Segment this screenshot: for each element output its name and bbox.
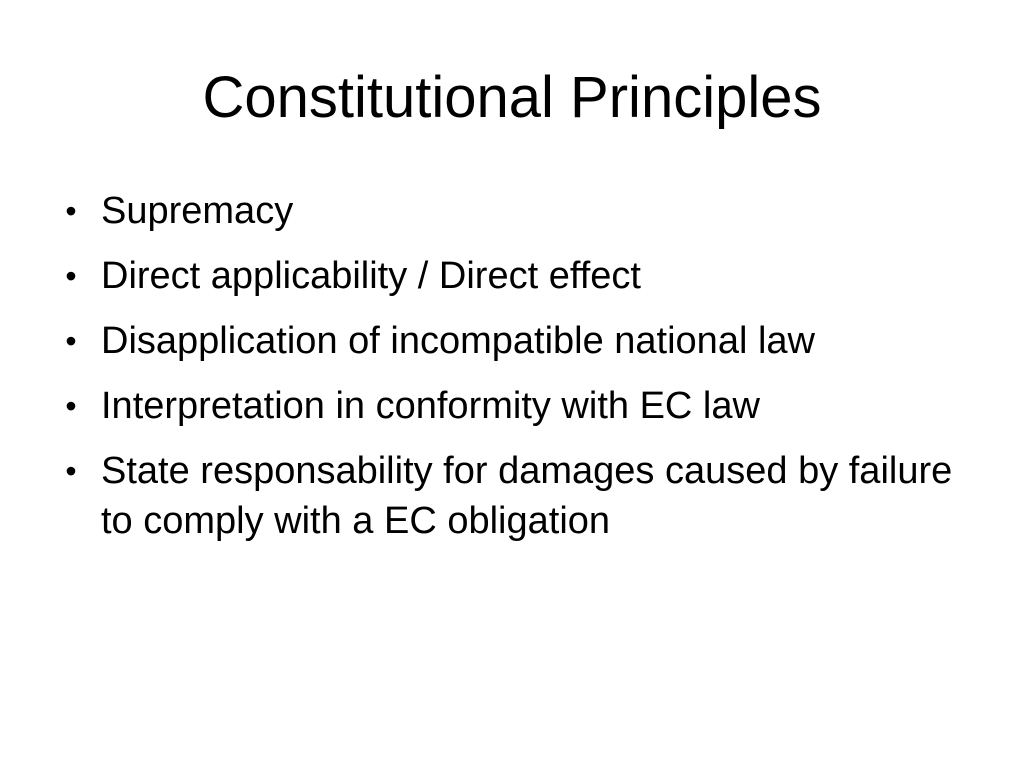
- slide-title: Constitutional Principles: [202, 65, 822, 130]
- bullet-item-supremacy: [56, 186, 976, 236]
- bullet-marker: •: [65, 388, 77, 424]
- bullet-item-direct-applicability: [56, 251, 976, 301]
- bullet-text: Interpretation in conformity with EC law: [101, 385, 760, 427]
- bullet-item-state-responsability: [56, 446, 976, 546]
- bullet-list: [56, 186, 976, 561]
- bullet-text: State responsability for damages caused by failure to comply with a EC obligation: [101, 450, 953, 542]
- bullet-text: Supremacy: [101, 190, 294, 232]
- bullet-item-interpretation: [56, 381, 976, 431]
- bullet-marker: •: [65, 193, 77, 229]
- bullet-marker: •: [65, 323, 77, 359]
- bullet-item-disapplication: [56, 316, 976, 366]
- bullet-marker: •: [65, 453, 77, 489]
- bullet-text: Direct applicability / Direct effect: [101, 255, 641, 297]
- bullet-marker: •: [65, 258, 77, 294]
- bullet-text: Disapplication of incompatible national law: [101, 320, 815, 362]
